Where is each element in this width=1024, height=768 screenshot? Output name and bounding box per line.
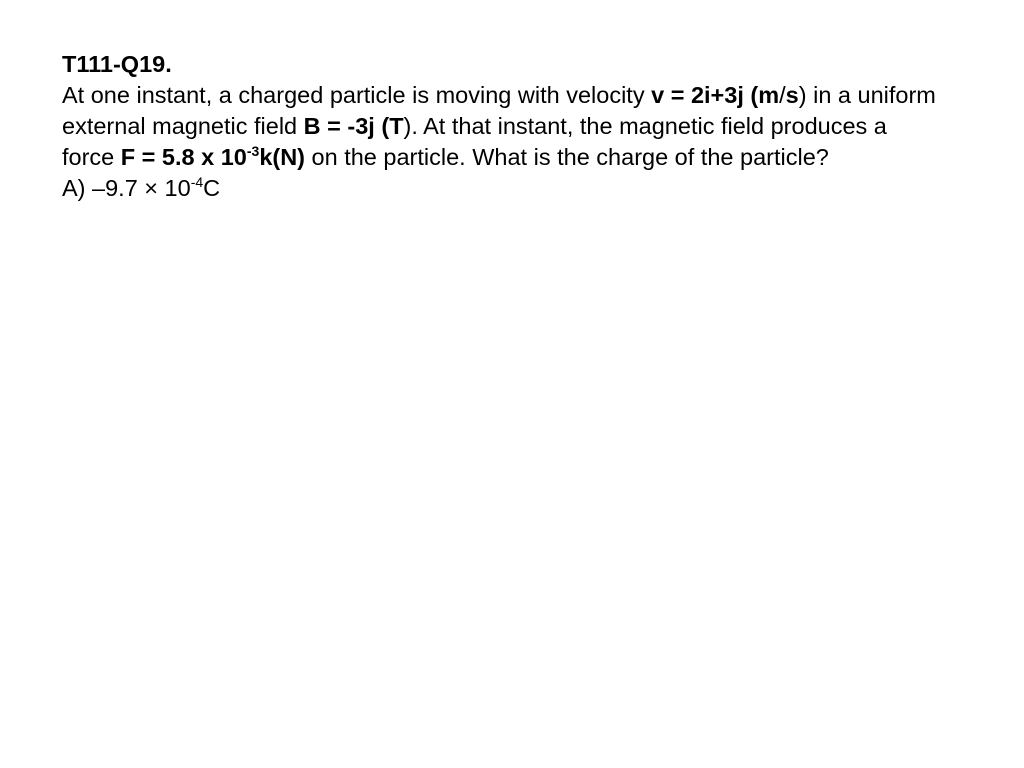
force-unit: k(N) (259, 144, 306, 170)
velocity-expression: v = 2i+3j (m (651, 82, 780, 108)
question-line-1-tail: ) in a uniform (798, 82, 936, 108)
question-line-3-tail: on the particle. What is the charge of the particle? (305, 144, 829, 170)
question-text-line-3 (62, 142, 1017, 173)
force-exponent: -3 (246, 143, 260, 159)
question-line-1-text: At one instant, a charged particle is moving with velocity (62, 82, 652, 108)
question-text-line-1 (62, 80, 1017, 111)
magnetic-field-expression: B = -3j (T (303, 113, 404, 139)
answer-value: A) –9.7 × 10 (62, 175, 191, 201)
answer-line (62, 173, 1017, 204)
question-line-3-text: force (62, 144, 121, 170)
slide-content (62, 49, 1017, 204)
answer-exponent: -4 (190, 174, 204, 190)
answer-unit: C (203, 175, 221, 201)
question-line-2-text: external magnetic field (62, 113, 304, 139)
question-line-2-tail: ). At that instant, the magnetic field produces a (403, 113, 887, 139)
velocity-unit-slash: / (779, 82, 786, 108)
velocity-unit-s: s (785, 82, 799, 108)
force-expression: F = 5.8 x 10 (120, 144, 247, 170)
question-text-line-2 (62, 111, 1017, 142)
question-title: T111-Q19. (62, 51, 172, 77)
